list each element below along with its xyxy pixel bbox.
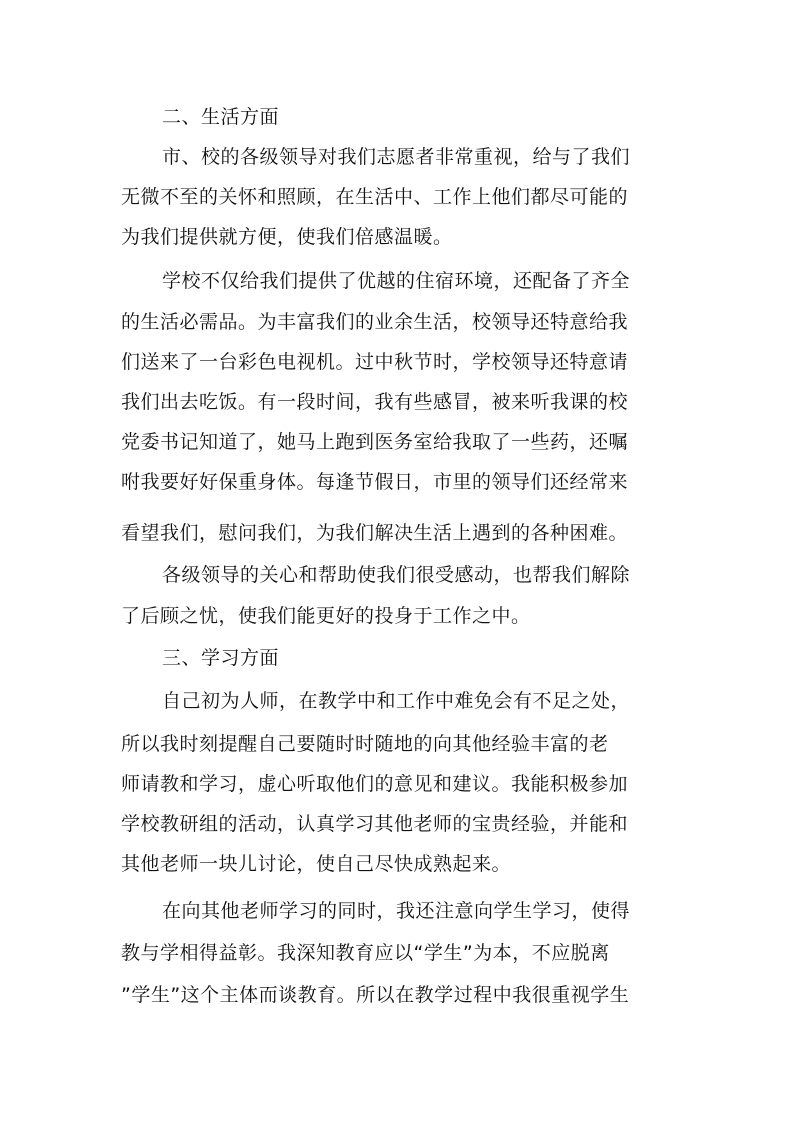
- paragraph-line: 为我们提供就方便，使我们倍感温暖。: [121, 226, 453, 248]
- paragraph-line: 市、校的各级领导对我们志愿者非常重视，给与了我们: [162, 146, 631, 168]
- paragraph-line: 师请教和学习，虚心听取他们的意见和建议。我能积极参加: [121, 773, 629, 795]
- paragraph-line: 学校不仅给我们提供了优越的住宿环境，还配备了齐全: [162, 270, 631, 292]
- paragraph-line: 了后顾之忧，使我们能更好的投身于工作之中。: [121, 605, 531, 627]
- section-heading-study: 三、学习方面: [162, 647, 280, 669]
- paragraph-line: 我们出去吃饭。有一段时间，我有些感冒，被来听我课的校: [121, 391, 629, 413]
- paragraph-line: 咐我要好好保重身体。每逢节假日，市里的领导们还经常来: [121, 471, 629, 493]
- paragraph-line: 各级领导的关心和帮助使我们很受感动，也帮我们解除: [162, 564, 631, 586]
- paragraph-line: 在向其他老师学习的同时，我还注意向学生学习，使得: [162, 900, 631, 922]
- paragraph-line: 学校教研组的活动，认真学习其他老师的宝贵经验，并能和: [121, 813, 629, 835]
- paragraph-line: 党委书记知道了，她马上跑到医务室给我取了一些药，还嘱: [121, 431, 629, 453]
- paragraph-line: 的生活必需品。为丰富我们的业余生活，校领导还特意给我: [121, 311, 629, 333]
- paragraph-line: 教与学相得益彰。我深知教育应以“学生”为本，不应脱离: [121, 942, 610, 964]
- paragraph-line: 自己初为人师，在教学中和工作中难免会有不足之处，: [162, 690, 631, 712]
- paragraph-line: 们送来了一台彩色电视机。过中秋节时，学校领导还特意请: [121, 351, 629, 373]
- section-heading-life: 二、生活方面: [162, 106, 280, 128]
- paragraph-line: ”学生”这个主体而谈教育。所以在教学过程中我很重视学生: [121, 984, 630, 1006]
- paragraph-line: 无微不至的关怀和照顾，在生活中、工作上他们都尽可能的: [121, 186, 629, 208]
- paragraph-line: 所以我时刻提醒自己要随时时随地的向其他经验丰富的老: [121, 733, 609, 755]
- paragraph-line: 看望我们，慰问我们，为我们解决生活上遇到的各种困难。: [121, 522, 629, 544]
- paragraph-line: 其他老师一块儿讨论，使自己尽快成熟起来。: [121, 853, 512, 875]
